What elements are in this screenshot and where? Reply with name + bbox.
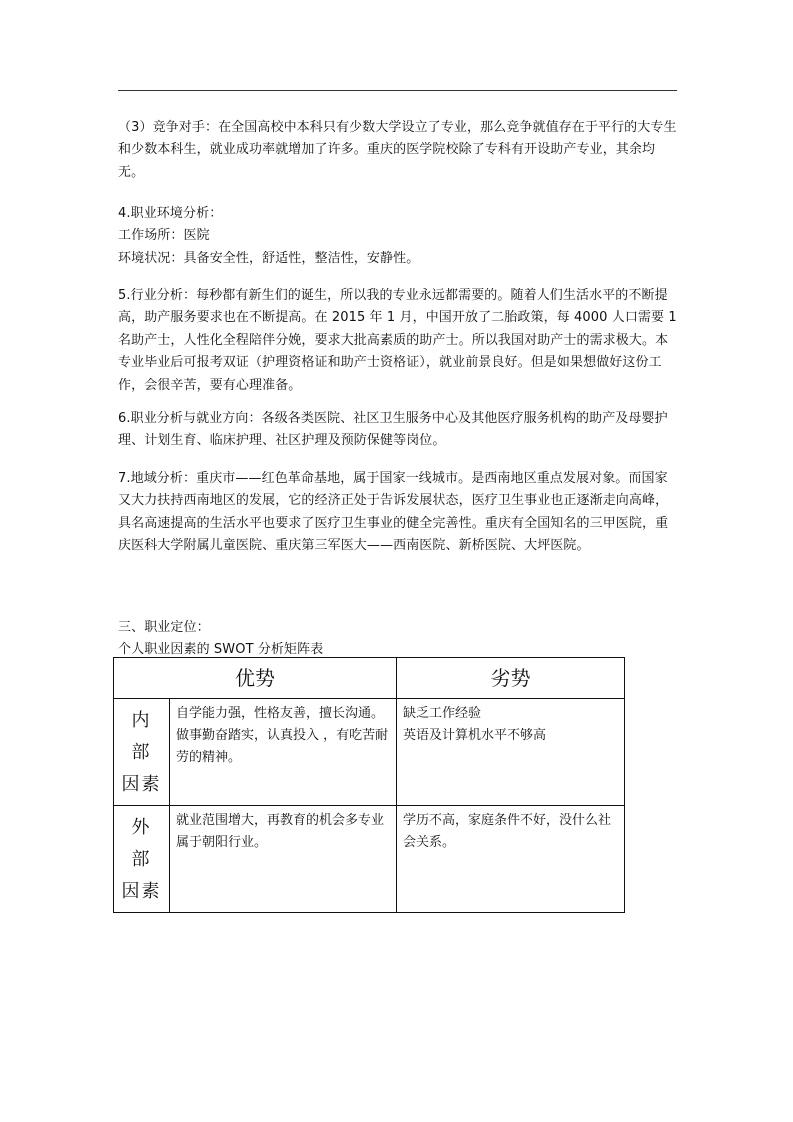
environment-conditions: 环境状况：具备安全性，舒适性，整洁性，安静性。 [118, 250, 420, 266]
swot-row-label-line2: 因素 [121, 881, 162, 902]
swot-internal-weakness-1: 缺乏工作经验 [403, 706, 482, 721]
swot-row-external [114, 806, 625, 913]
industry-paragraph: 5.行业分析：每秒都有新生们的诞生，所以我的专业永远都需要的。随着人们生活水平的不断提高，助产服务要求也在不断提高。在 2015 年 1 月，中国开放了二胎政策，每 4000 人口需要 1 名助产士，人性化全程陪伴分娩，要求大批高素质的助产士。所以我国对助产士的需求极大。本专业毕业后可报考双证（护理资格证和助产士资格证），就业前景良好。但是如果想做好这份工作，会很辛苦，要有心理准备。 [118, 288, 677, 393]
swot-header-strengths: 优势 [114, 658, 397, 699]
swot-row-label-line1: 外 部 [131, 817, 152, 870]
swot-row-label-line1: 内 部 [131, 710, 152, 763]
environment-workplace: 工作场所：医院 [118, 228, 210, 244]
swot-external-strengths: 就业范围增大，再教育的机会多专业属于朝阳行业。 [170, 806, 397, 913]
direction-paragraph: 6.职业分析与就业方向：各级各类医院、社区卫生服务中心及其他医疗服务机构的助产及母婴护理、计划生育、临床护理、社区护理及预防保健等岗位。 [118, 411, 668, 449]
region-section [118, 468, 678, 558]
swot-header-row [114, 658, 625, 699]
competition-section [118, 117, 678, 184]
swot-table [113, 657, 625, 913]
swot-header-weaknesses: 劣势 [397, 658, 625, 699]
competition-paragraph: （3）竞争对手：在全国高校中本科只有少数大学设立了专业，那么竞争就值存在于平行的大专生和少数本科生，就业成功率就增加了许多。重庆的医学院校除了专科有开设助产专业，其余均无。 [118, 120, 677, 180]
positioning-section [118, 617, 678, 662]
industry-section [118, 285, 678, 397]
swot-table-caption: 个人职业因素的 SWOT 分析矩阵表 [118, 642, 324, 658]
region-paragraph: 7.地域分析：重庆市——红色革命基地，属于国家一线城市。是西南地区重点发展对象。而国家又大力扶持西南地区的发展，它的经济正处于告诉发展状态，医疗卫生事业也正逐渐走向高峰，具名高速提高的生活水平也要求了医疗卫生事业的健全完善性。重庆有全国知名的三甲医院，重庆医科大学附属儿童医院、重庆第三军医大——西南医院、新桥医院、大坪医院。 [118, 471, 669, 554]
swot-internal-weaknesses [397, 699, 625, 806]
swot-internal-strengths: 自学能力强，性格友善，擅长沟通。做事勤奋踏实，认真投入 ，有吃苦耐劳的精神。 [170, 699, 397, 806]
swot-row-label [114, 699, 170, 806]
swot-row-label-line2: 因素 [121, 774, 162, 795]
swot-external-weaknesses: 学历不高，家庭条件不好，没什么社会关系。 [397, 806, 625, 913]
environment-heading: 4.职业环境分析： [118, 206, 223, 221]
swot-internal-weakness-2: 英语及计算机水平不够高 [403, 728, 547, 743]
positioning-heading: 三、职业定位： [118, 620, 210, 635]
environment-section [118, 203, 678, 270]
swot-row-label [114, 806, 170, 913]
swot-row-internal [114, 699, 625, 806]
direction-section [118, 408, 678, 453]
header-rule [118, 90, 677, 91]
